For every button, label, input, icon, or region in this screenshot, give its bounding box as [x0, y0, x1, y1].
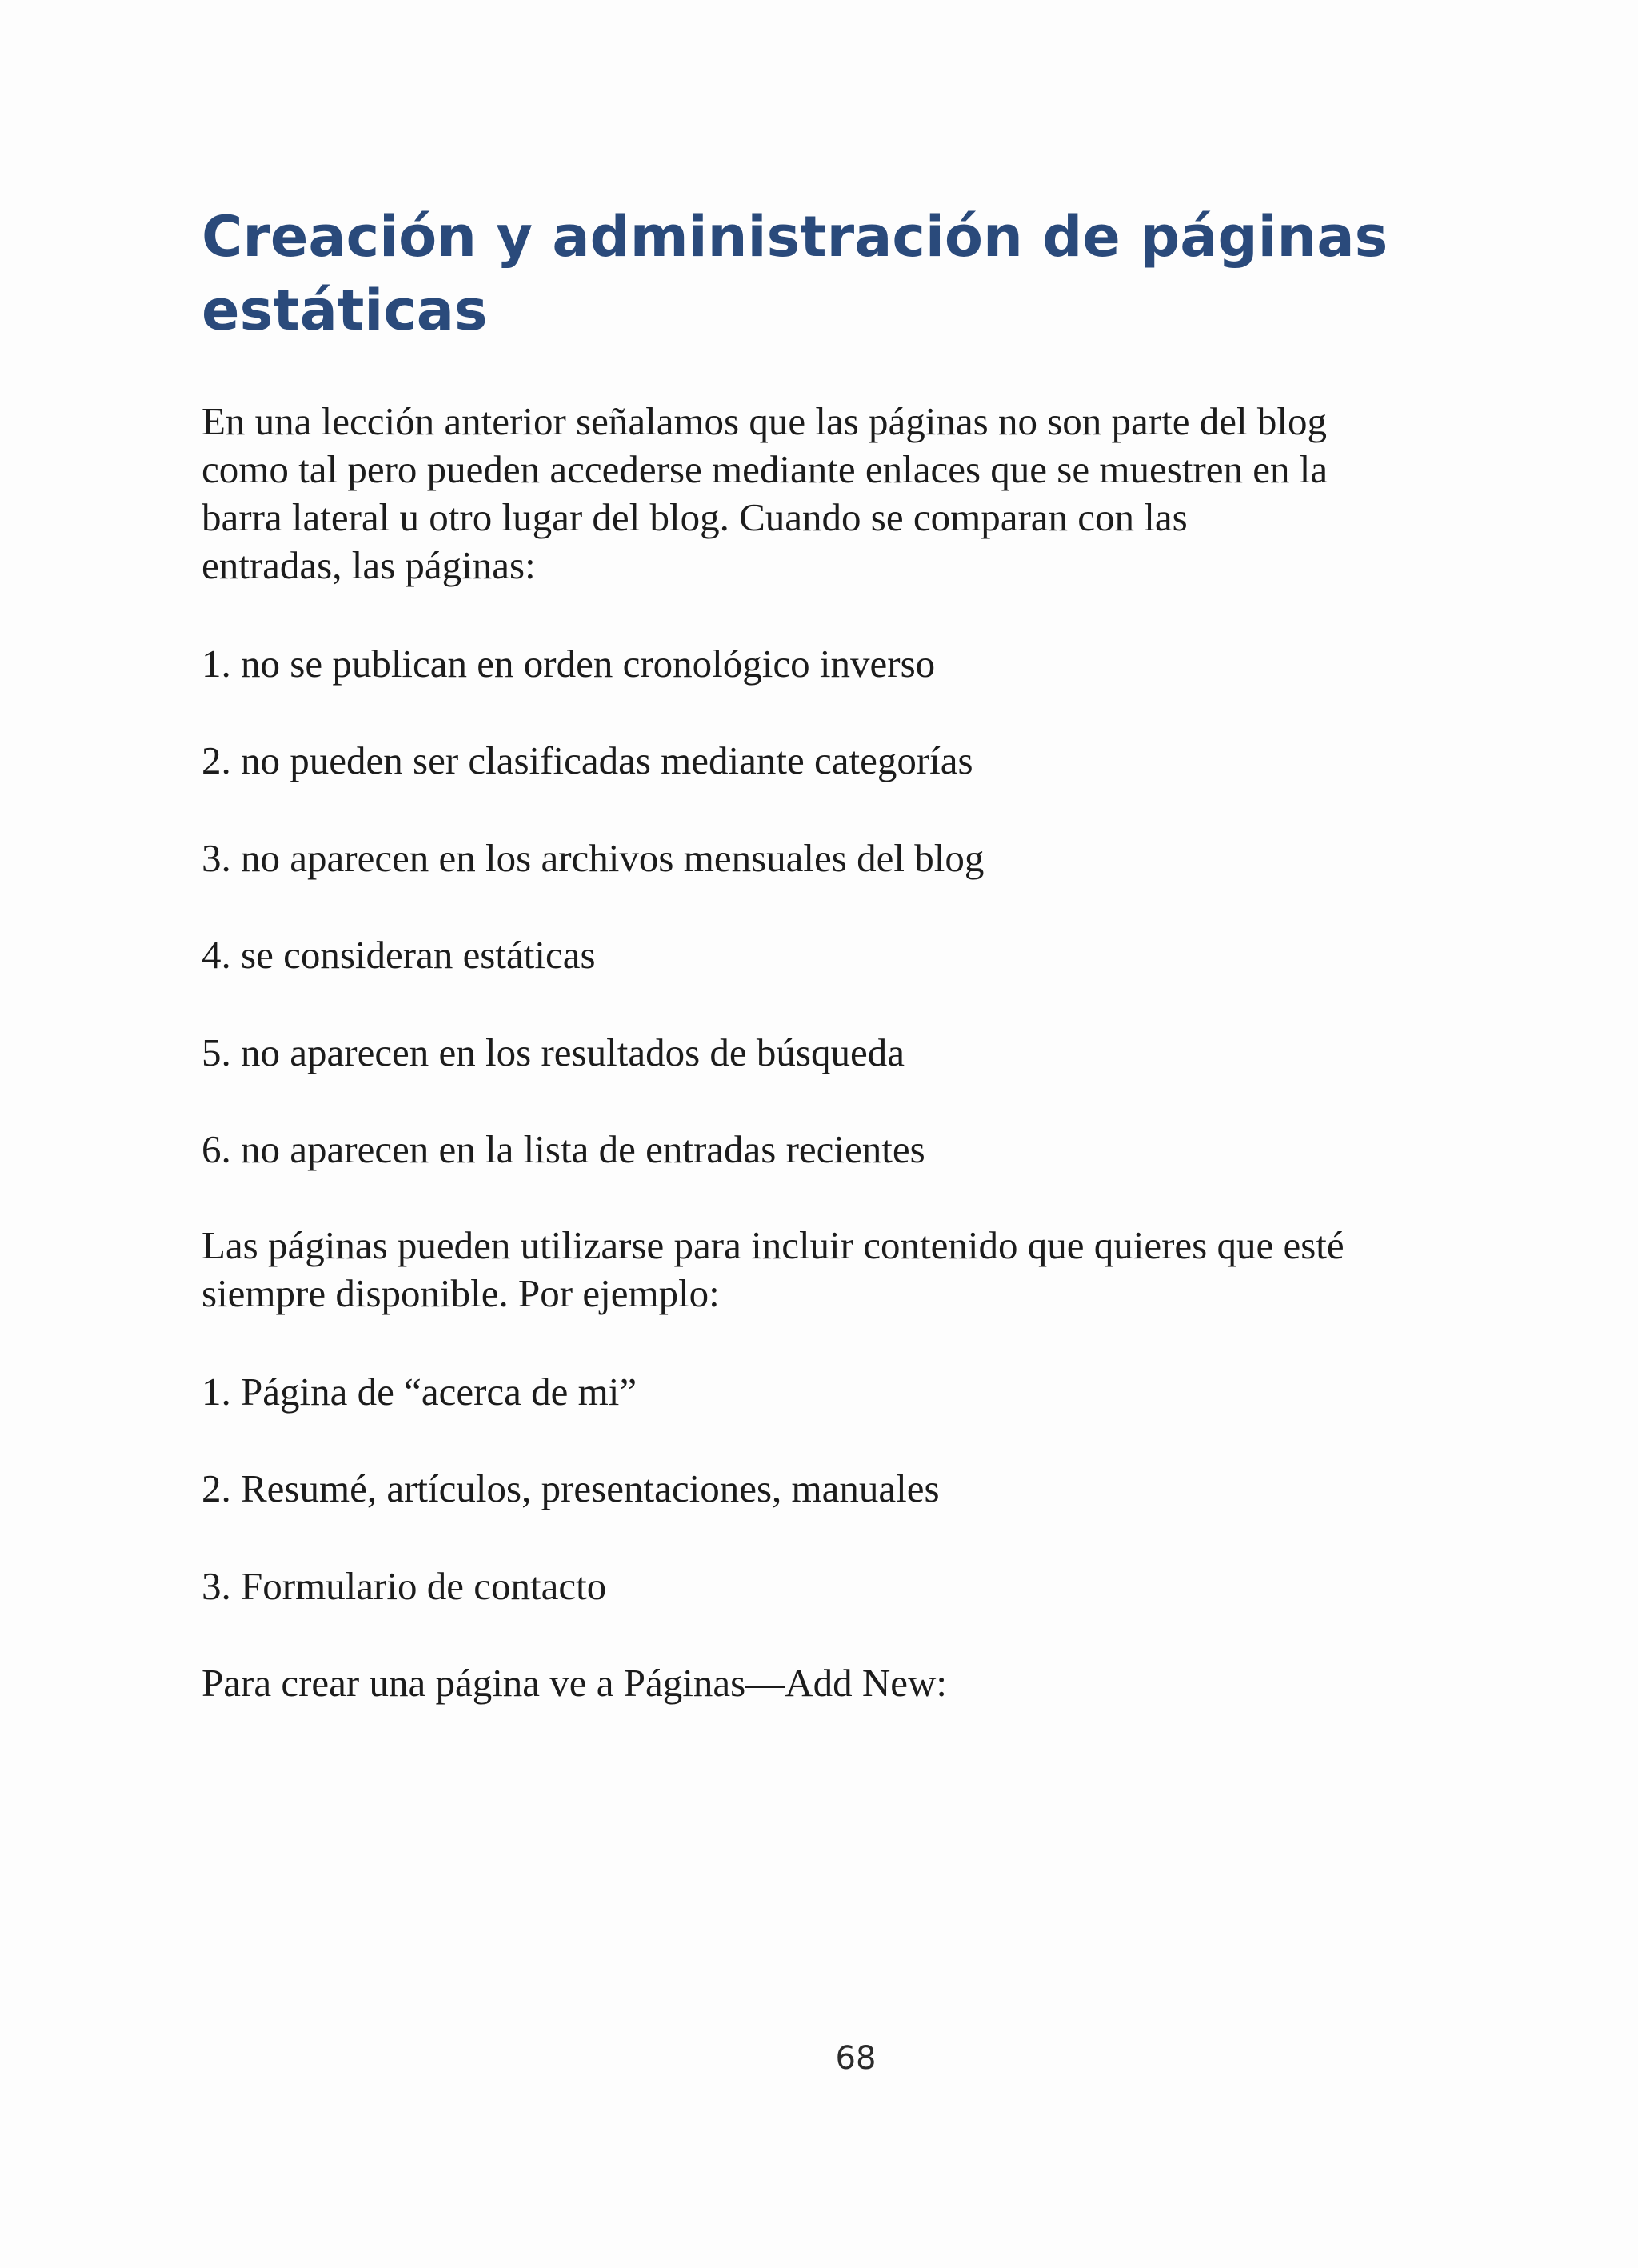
difference-item-3: 3. no aparecen en los archivos mensuales del blog: [202, 836, 985, 880]
intro-line-4: entradas, las páginas:: [202, 543, 536, 587]
difference-item-5: 5. no aparecen en los resultados de búsqueda: [202, 1030, 905, 1074]
uses-paragraph: [202, 1222, 1344, 1318]
page-title: [202, 200, 1513, 347]
uses-line-2: siempre disponible. Por ejemplo:: [202, 1271, 720, 1315]
intro-line-1: En una lección anterior señalamos que las páginas no son parte del blog: [202, 399, 1327, 443]
difference-item-1: 1. no se publican en orden cronológico inverso: [202, 642, 936, 686]
example-item-3: 3. Formulario de contacto: [202, 1564, 607, 1608]
difference-item-4: 4. se consideran estáticas: [202, 933, 596, 977]
example-item-1: 1. Página de “acerca de mi”: [202, 1370, 637, 1414]
page-title-line-2: estáticas: [202, 278, 488, 343]
difference-item-2: 2. no pueden ser clasificadas mediante categorías: [202, 738, 973, 782]
example-item-2: 2. Resumé, artículos, presentaciones, manuales: [202, 1466, 940, 1510]
intro-line-2: como tal pero pueden accederse mediante enlaces que se muestren en la: [202, 447, 1328, 491]
uses-line-1: Las páginas pueden utilizarse para incluir contenido que quieres que esté: [202, 1223, 1344, 1267]
difference-item-6: 6. no aparecen en la lista de entradas recientes: [202, 1127, 925, 1171]
intro-paragraph: [202, 398, 1328, 590]
intro-line-3: barra lateral u otro lugar del blog. Cuando se comparan con las: [202, 495, 1188, 539]
page-title-line-1: Creación y administración de páginas: [202, 204, 1388, 270]
closing-instruction: Para crear una página ve a Páginas—Add New:: [202, 1661, 948, 1705]
page-number: 68: [835, 2040, 877, 2077]
